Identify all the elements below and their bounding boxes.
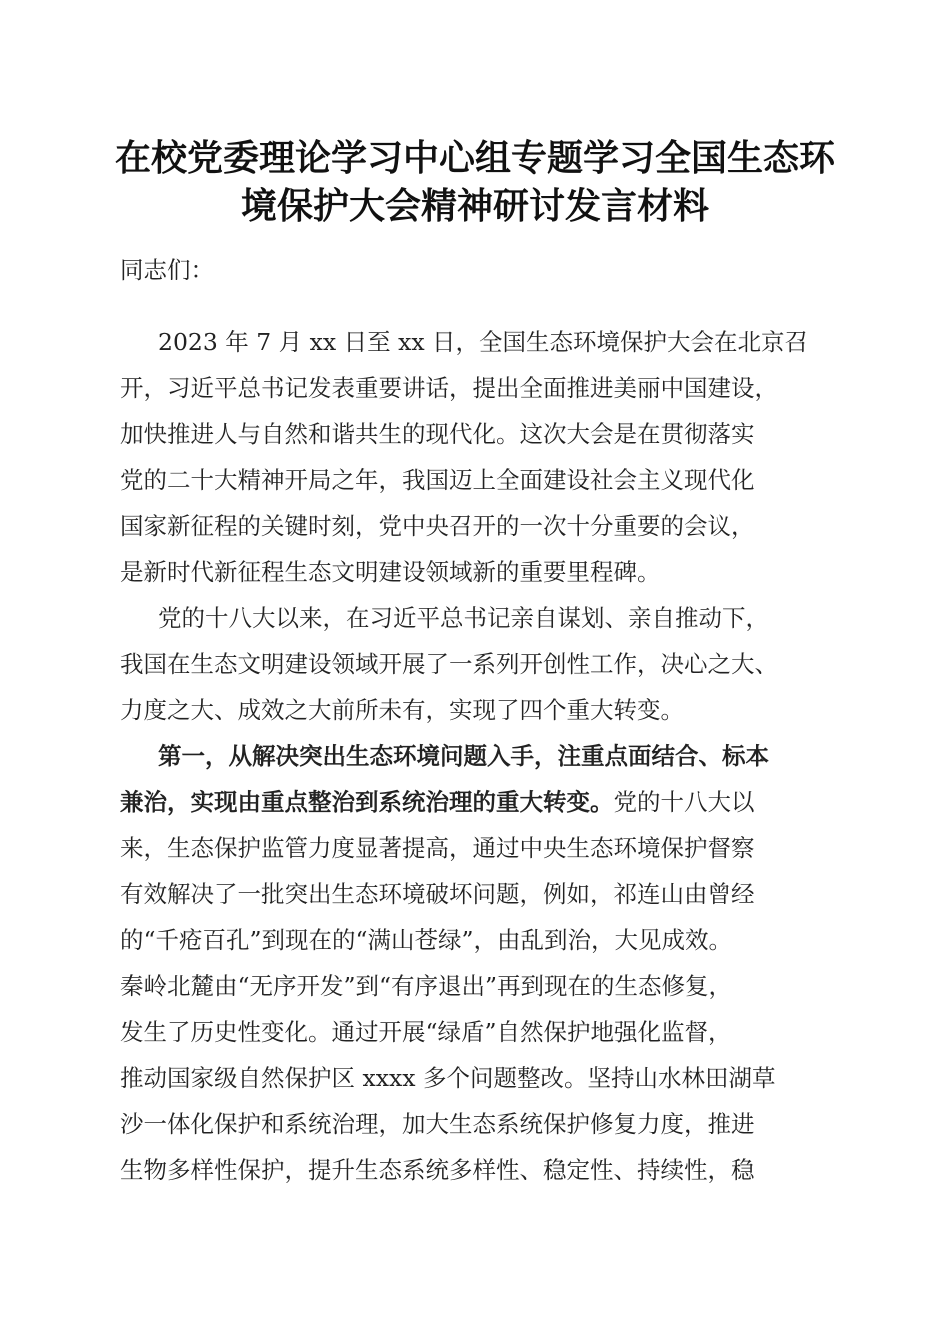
document-title-line-2: 境保护大会精神研讨发言材料 xyxy=(240,185,709,227)
paragraph-3-line: 的“千疮百孔”到现在的“满山苍绿”，由乱到治，大见成效。 xyxy=(120,926,733,954)
paragraph-3-line: 发生了历史性变化。通过开展“绿盾”自然保护地强化监督， xyxy=(120,1018,732,1046)
paragraph-2-line: 力度之大、成效之大前所未有，实现了四个重大转变。 xyxy=(120,696,684,724)
paragraph-1-line: 加快推进人与自然和谐共生的现代化。这次大会是在贯彻落实 xyxy=(120,420,755,448)
salutation: 同志们： xyxy=(120,256,214,284)
paragraph-3-line: 来，生态保护监管力度显著提高，通过中央生态环境保护督察 xyxy=(120,834,755,862)
document-title-line-1: 在校党委理论学习中心组专题学习全国生态环 xyxy=(114,137,835,179)
paragraph-3-line: 生物多样性保护，提升生态系统多样性、稳定性、持续性，稳 xyxy=(120,1156,755,1184)
paragraph-3-line: 秦岭北麓由“无序开发”到“有序退出”再到现在的生态修复， xyxy=(120,972,733,1000)
paragraph-3-line-mixed xyxy=(120,782,755,822)
paragraph-3-line: 沙一体化保护和系统治理，加大生态系统保护修复力度，推进 xyxy=(120,1110,755,1138)
paragraph-2-line: 党的十八大以来，在习近平总书记亲自谋划、亲自推动下， xyxy=(158,604,769,632)
paragraph-1-line: 2023 年 7 月 xx 日至 xx 日，全国生态环境保护大会在北京召 xyxy=(158,328,809,356)
paragraph-3-tail: 党的十八大以 xyxy=(613,788,755,816)
paragraph-3-bold-heading-end: 兼治，实现由重点整治到系统治理的重大转变。 xyxy=(120,788,614,816)
paragraph-1-line: 开，习近平总书记发表重要讲话，提出全面推进美丽中国建设， xyxy=(120,374,778,402)
paragraph-3-line: 有效解决了一批突出生态环境破坏问题，例如，祁连山由曾经 xyxy=(120,880,755,908)
paragraph-2-line: 我国在生态文明建设领域开展了一系列开创性工作，决心之大、 xyxy=(120,650,778,678)
paragraph-3-bold-heading: 第一，从解决突出生态环境问题入手，注重点面结合、标本 xyxy=(158,742,769,770)
paragraph-3-line: 推动国家级自然保护区 xxxx 多个问题整改。坚持山水林田湖草 xyxy=(120,1064,776,1092)
paragraph-1-line: 党的二十大精神开局之年，我国迈上全面建设社会主义现代化 xyxy=(120,466,755,494)
paragraph-1-line: 是新时代新征程生态文明建设领域新的重要里程碑。 xyxy=(120,558,661,586)
paragraph-1-line: 国家新征程的关键时刻，党中央召开的一次十分重要的会议， xyxy=(120,512,755,540)
